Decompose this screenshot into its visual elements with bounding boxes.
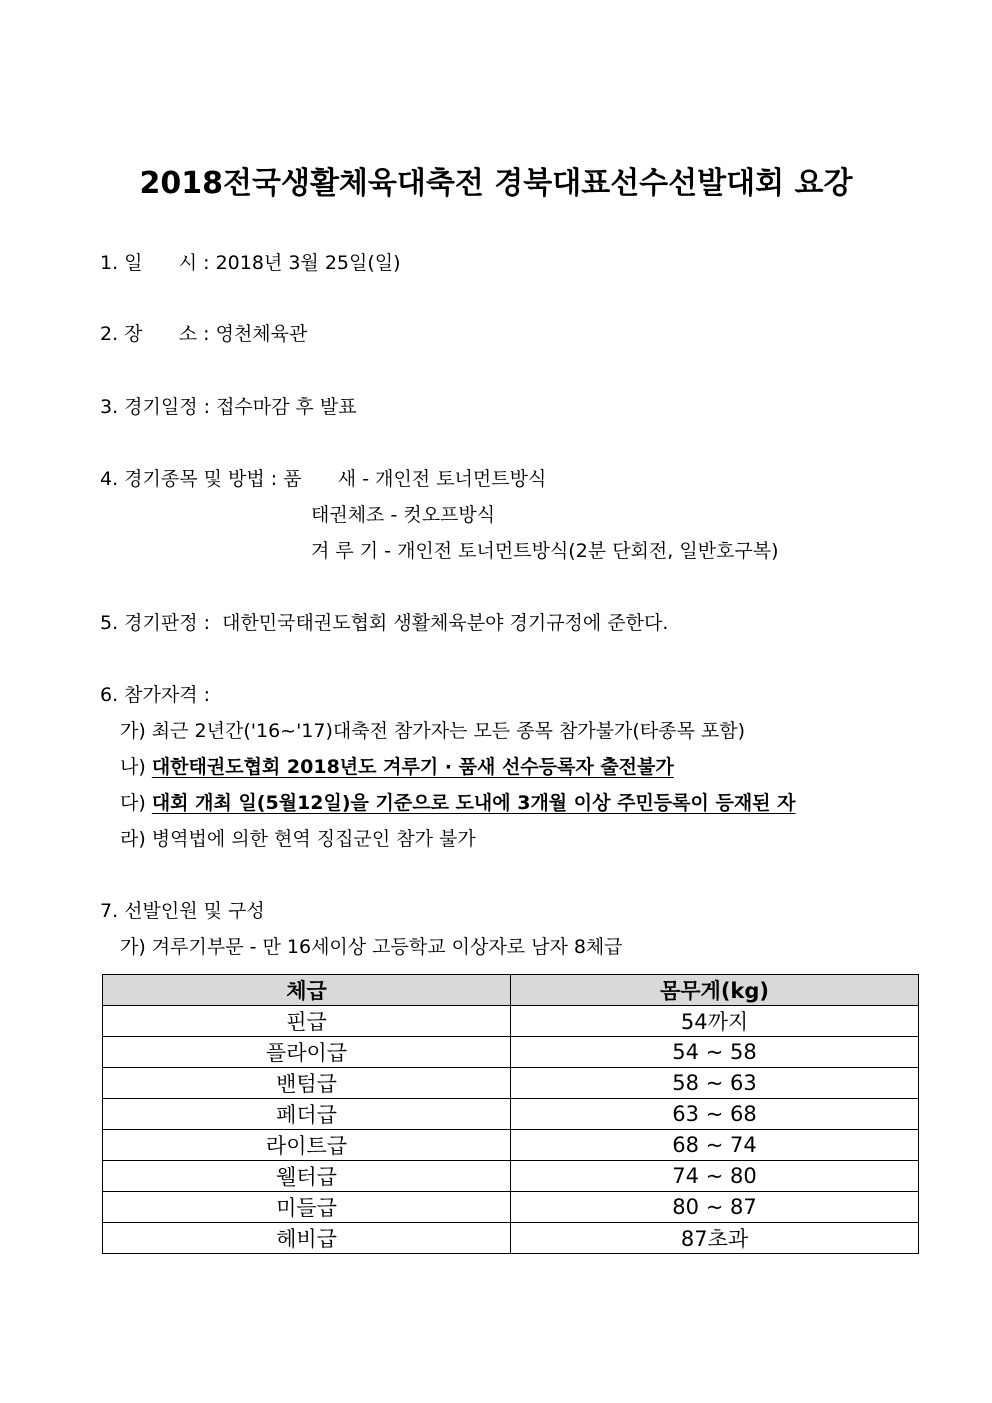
table-row (103, 1006, 919, 1037)
selection-a: 가) 겨루기부문 - 만 16세이상 고등학교 이상자로 남자 8체급 (120, 936, 623, 958)
weight-class-cell: 헤비급 (103, 1223, 511, 1254)
weight-range-cell: 74 ~ 80 (511, 1161, 919, 1192)
weight-class-cell: 페더급 (103, 1099, 511, 1130)
eligibility-b (120, 754, 674, 780)
weight-class-table (102, 974, 919, 1254)
item-judging: 5. 경기판정 : 대한민국태권도협회 생활체육분야 경기규정에 준한다. (100, 612, 669, 634)
weight-class-cell: 밴텀급 (103, 1068, 511, 1099)
table-row (103, 1161, 919, 1192)
weight-range-cell: 58 ~ 63 (511, 1068, 919, 1099)
weight-class-cell: 플라이급 (103, 1037, 511, 1068)
weight-range-cell: 87초과 (511, 1223, 919, 1254)
weight-range-cell: 54 ~ 58 (511, 1037, 919, 1068)
table-header-row (103, 975, 919, 1006)
weight-range-cell: 63 ~ 68 (511, 1099, 919, 1130)
table-row (103, 1037, 919, 1068)
table-row (103, 1223, 919, 1254)
item-eligibility-heading: 6. 참가자격 : (100, 684, 211, 706)
item-schedule-date: 1. 일 시 : 2018년 3월 25일(일) (100, 252, 401, 274)
item-venue: 2. 장 소 : 영천체육관 (100, 323, 308, 345)
weight-class-cell: 라이트급 (103, 1130, 511, 1161)
eligibility-b-prefix: 나) (120, 756, 152, 778)
table-row (103, 1130, 919, 1161)
table-row (103, 1099, 919, 1130)
header-weight-class: 체급 (103, 975, 511, 1006)
weight-range-cell: 68 ~ 74 (511, 1130, 919, 1161)
header-weight: 몸무게(kg) (511, 975, 919, 1006)
weight-class-cell: 웰터급 (103, 1161, 511, 1192)
weight-range-cell: 80 ~ 87 (511, 1192, 919, 1223)
item-events-line3: 겨 루 기 - 개인전 토너먼트방식(2분 단회전, 일반호구복) (311, 540, 779, 562)
weight-class-cell: 핀급 (103, 1006, 511, 1037)
item-events-line2: 태권체조 - 컷오프방식 (311, 504, 496, 526)
weight-class-cell: 미들급 (103, 1192, 511, 1223)
eligibility-a: 가) 최근 2년간('16~'17)대축전 참가자는 모든 종목 참가불가(타종목 포함) (120, 720, 745, 742)
item-match-schedule: 3. 경기일정 : 접수마감 후 발표 (100, 396, 357, 418)
weight-range-cell: 54까지 (511, 1006, 919, 1037)
item-selection-heading: 7. 선발인원 및 구성 (100, 900, 265, 922)
eligibility-c-prefix: 다) (120, 792, 152, 814)
eligibility-d: 라) 병역법에 의한 현역 징집군인 참가 불가 (120, 828, 476, 850)
eligibility-c (120, 790, 796, 816)
eligibility-c-text: 대회 개최 일(5월12일)을 기준으로 도내에 3개월 이상 주민등록이 등재된 자 (151, 792, 796, 814)
table-row (103, 1192, 919, 1223)
table-row (103, 1068, 919, 1099)
item-events-line1: 4. 경기종목 및 방법 : 품 새 - 개인전 토너먼트방식 (100, 468, 547, 490)
eligibility-b-text: 대한태권도협회 2018년도 겨루기 · 품새 선수등록자 출전불가 (151, 756, 674, 778)
document-title: 2018전국생활체육대축전 경북대표선수선발대회 요강 (139, 166, 853, 201)
